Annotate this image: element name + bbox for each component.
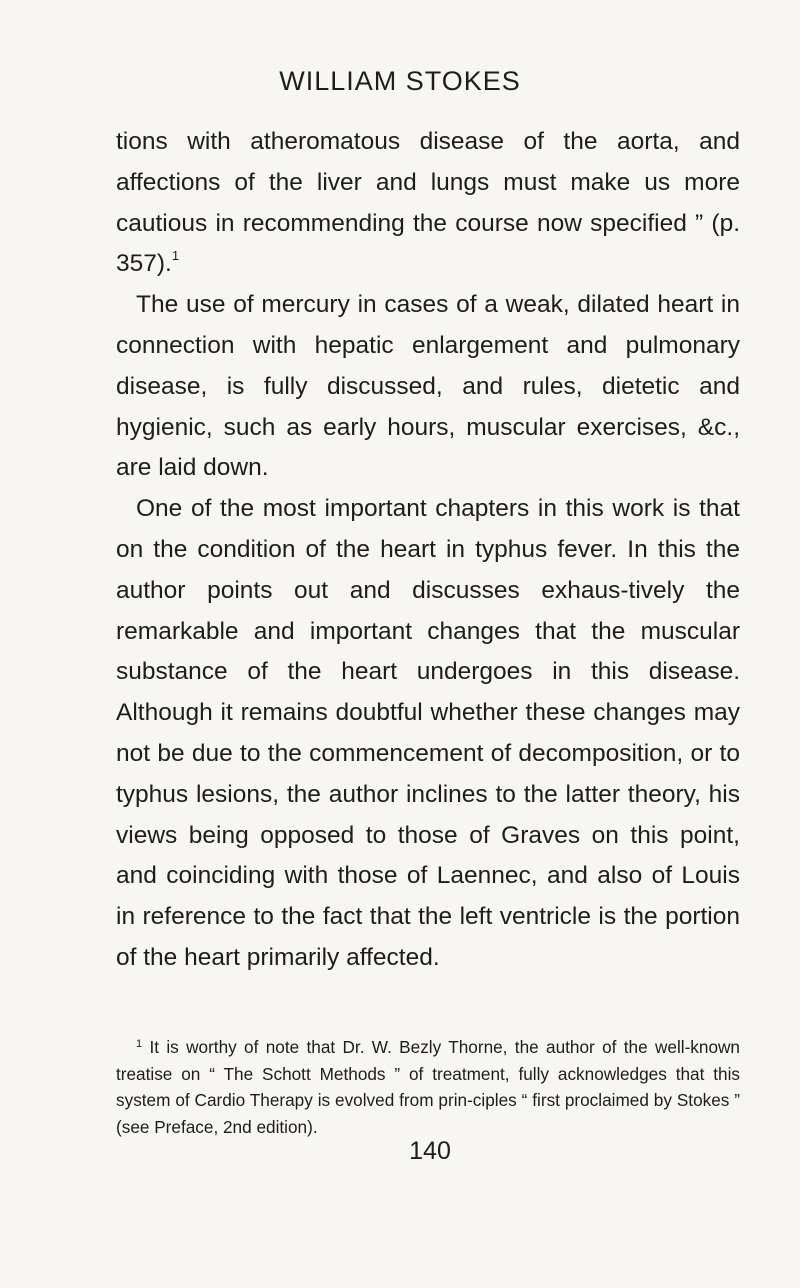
running-head: WILLIAM STOKES — [279, 66, 521, 96]
footnote-marker: 1 — [136, 1038, 143, 1050]
footnote-text: It is worthy of note that Dr. W. Bezly Thorne, the author of the well-known treatise on “ The Schott Methods ” of treatment, fully acknowledges that this system of Cardio Therapy is evolved from prin-ciples “ first proclaimed by Stokes ” (see Preface, 2nd edition). — [116, 1037, 740, 1137]
footnote — [116, 1034, 740, 1140]
body-text — [116, 122, 740, 979]
paragraph-1 — [116, 122, 740, 285]
page-number: 140 — [409, 1137, 451, 1165]
paragraph-2: The use of mercury in cases of a weak, dilated heart in connection with hepatic enlargement and pulmonary disease, is fully discussed, and rules, dietetic and hygienic, such as early hours, muscular exercises, &c., are laid down. — [116, 291, 740, 482]
footnote-reference: 1 — [171, 248, 180, 264]
paragraph-3: One of the most important chapters in this work is that on the condition of the heart in typhus fever. In this the author points out and discusses exhaus-tively the remarkable and important changes that the muscular substance of the heart undergoes in this disease. Although it remains doubtful whether these changes may not be due to the commencement of decomposition, or to typhus lesions, the author inclines to the latter theory, his views being opposed to those of Graves on this point, and coinciding with those of Laennec, and also of Louis in reference to the fact that the left ventricle is the portion of the heart primarily affected. — [116, 495, 740, 971]
paragraph-1-text: tions with atheromatous disease of the aorta, and affections of the liver and lungs must make us more cautious in recommending the course now specified ” (p. 357). — [116, 128, 740, 278]
